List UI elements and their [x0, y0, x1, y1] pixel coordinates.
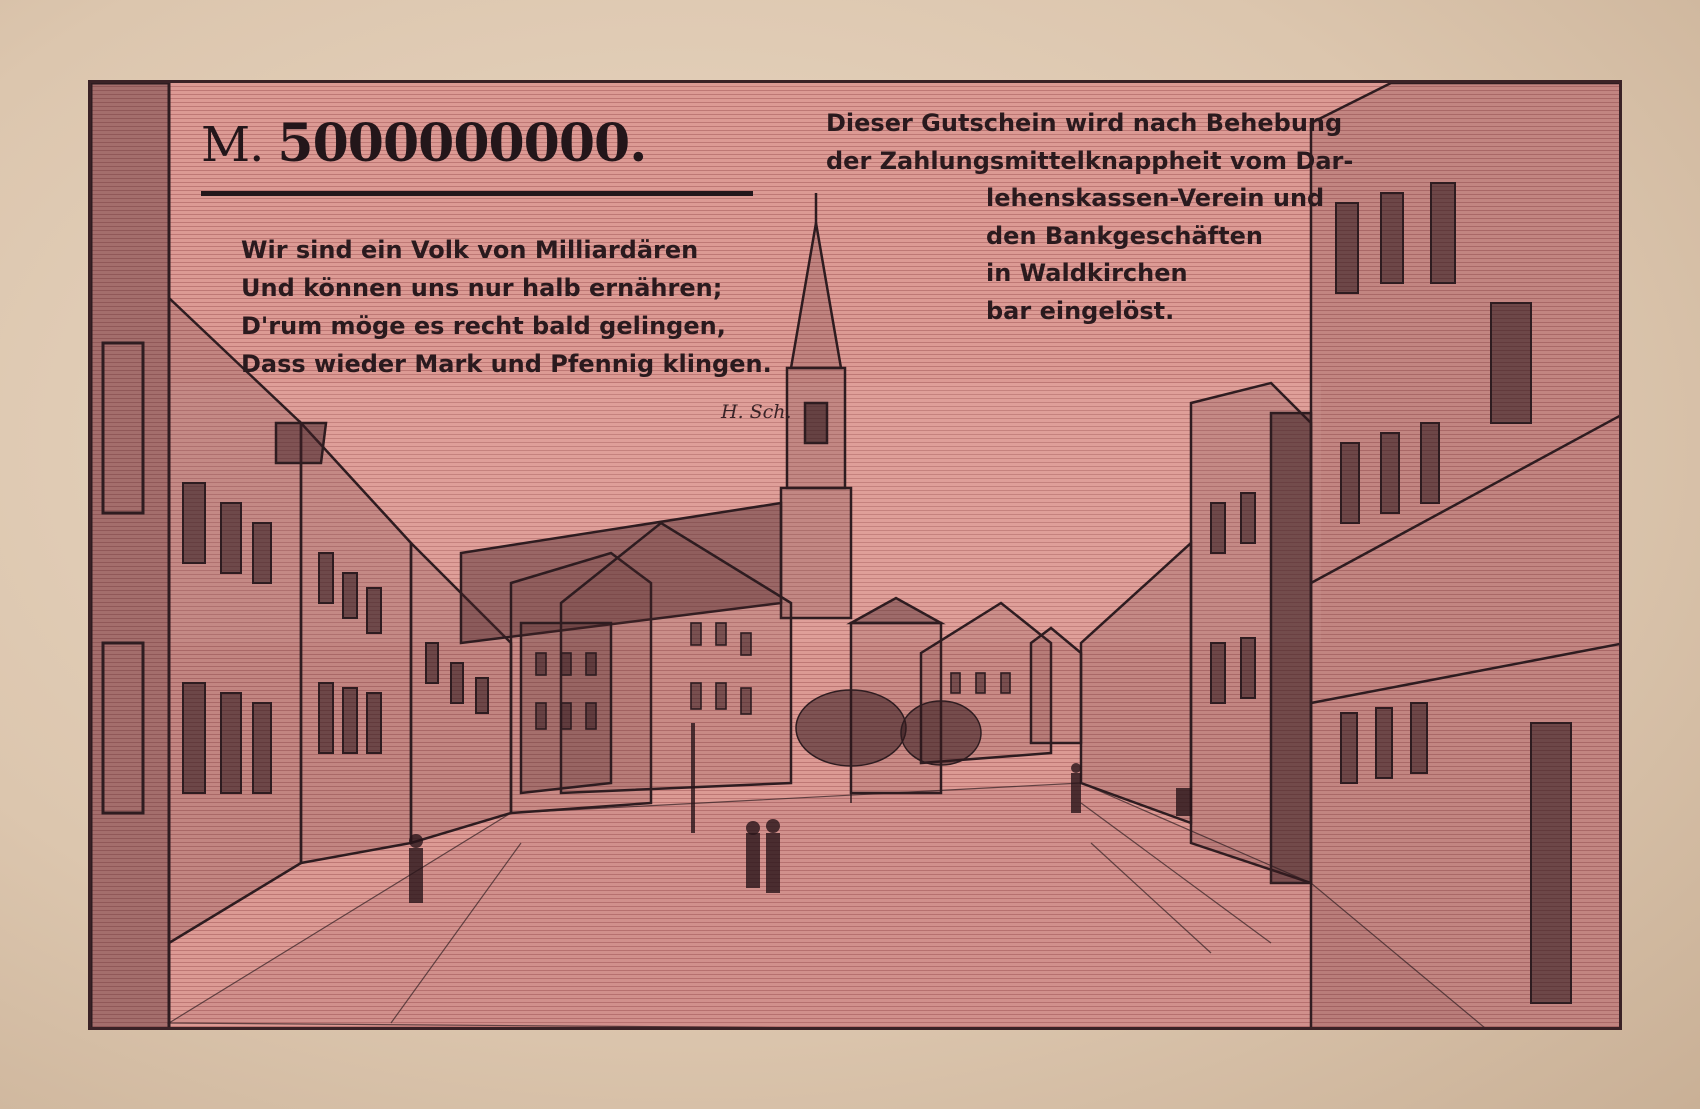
denomination-value: 5000000000. [277, 113, 647, 174]
printed-field [88, 80, 1622, 1030]
poem-line: Wir sind ein Volk von Milliardären [241, 236, 699, 264]
redemption-line: bar eingelöst. [986, 296, 1175, 325]
poem-line: D'rum möge es recht bald gelingen, [241, 312, 726, 340]
redemption-line: der Zahlungsmittelknappheit vom Dar- [826, 146, 1354, 175]
denomination-underline [201, 191, 753, 196]
denomination [201, 113, 646, 174]
poem-line: Dass wieder Mark und Pfennig klingen. [241, 350, 772, 378]
redemption-line: lehenskassen-Verein und [986, 184, 1325, 212]
redemption-text [826, 105, 1406, 330]
redemption-line: Dieser Gutschein wird nach Behebung [826, 109, 1343, 137]
poem-signature: H. Sch. [721, 401, 792, 423]
redemption-line: den Bankgeschäften [986, 221, 1263, 250]
poem-line: Und können uns nur halb ernähren; [241, 274, 723, 302]
denomination-prefix: M. [201, 117, 264, 173]
redemption-line: in Waldkirchen [986, 259, 1188, 287]
poem [241, 231, 772, 383]
